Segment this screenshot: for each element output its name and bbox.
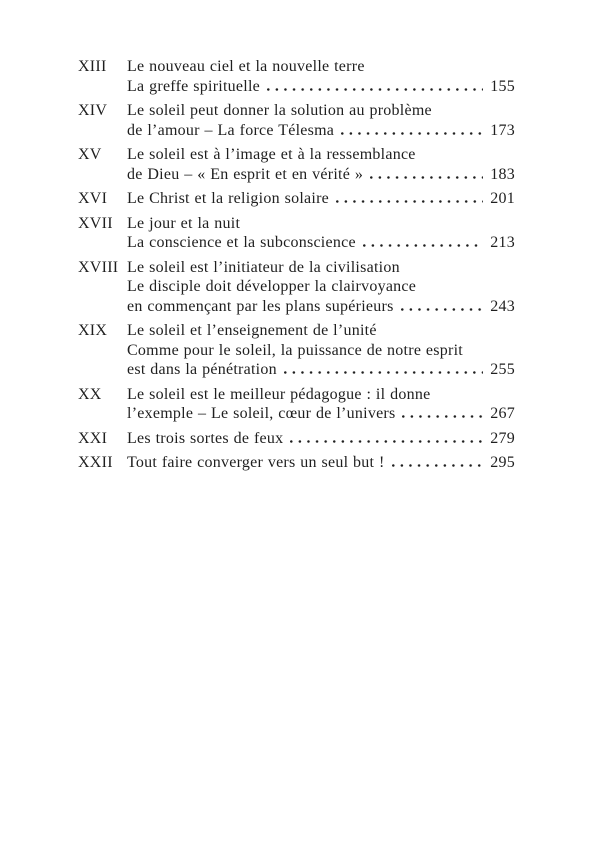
- dot-leader: [267, 88, 483, 91]
- toc-entry: [78, 453, 515, 473]
- entry-line: [127, 77, 515, 97]
- toc-entry: [78, 101, 515, 140]
- toc-entry: [78, 429, 515, 449]
- entry-line: Le soleil est l’initiateur de la civilisation: [127, 258, 400, 276]
- chapter-numeral: XIX: [78, 322, 108, 339]
- toc-entry: [78, 145, 515, 184]
- entry-line: Le soleil est le meilleur pédagogue : il donne: [127, 385, 431, 403]
- entry-line-text: La conscience et la subconscience: [127, 234, 356, 251]
- chapter-numeral: XVII: [78, 214, 113, 232]
- page-number: 279: [490, 429, 515, 447]
- entry-line: [127, 165, 515, 185]
- toc-entry: [78, 321, 515, 380]
- entry-line-text: est dans la pénétration: [127, 361, 277, 378]
- page-number: 255: [490, 361, 515, 378]
- toc-entry: [78, 57, 515, 96]
- entry-line-text: Les trois sortes de feux: [127, 429, 284, 447]
- entry-line: [127, 453, 515, 473]
- entry-content: [127, 258, 515, 317]
- chapter-numeral: XXI: [78, 429, 108, 447]
- entry-content: [127, 57, 515, 96]
- chapter-numeral: XIV: [78, 102, 108, 119]
- toc-entry: [78, 385, 515, 424]
- chapter-numeral: XVIII: [78, 258, 119, 276]
- entry-content: [127, 145, 515, 184]
- entry-content: [127, 214, 515, 253]
- entry-line: [127, 233, 515, 253]
- dot-leader: [284, 371, 483, 374]
- dot-leader: [336, 200, 483, 203]
- entry-line: Le nouveau ciel et la nouvelle terre: [127, 58, 365, 75]
- entry-line: [127, 429, 515, 449]
- dot-leader: [370, 176, 483, 179]
- page-number: 213: [490, 234, 515, 251]
- entry-content: [127, 101, 515, 140]
- toc-entry: [78, 258, 515, 317]
- dot-leader: [402, 415, 483, 418]
- toc-entry: [78, 214, 515, 253]
- page-number: 183: [490, 165, 515, 183]
- entry-content: [127, 453, 515, 473]
- entry-line-text: de Dieu – « En esprit et en vérité »: [127, 165, 364, 183]
- entry-line: Le jour et la nuit: [127, 214, 241, 232]
- chapter-numeral: XIII: [78, 58, 107, 75]
- entry-line: Le soleil est à l’image et à la ressemblance: [127, 146, 416, 163]
- entry-line: [127, 360, 515, 380]
- chapter-numeral: XV: [78, 146, 102, 163]
- entry-line-text: Le Christ et la religion solaire: [127, 190, 329, 207]
- entry-content: [127, 321, 515, 380]
- dot-leader: [341, 132, 483, 135]
- entry-line: Le soleil peut donner la solution au problème: [127, 102, 432, 119]
- page-number: 201: [490, 190, 515, 207]
- page-number: 173: [490, 121, 515, 139]
- entry-line-text: Tout faire converger vers un seul but !: [127, 454, 385, 471]
- chapter-numeral: XVI: [78, 190, 108, 207]
- entry-line: Le disciple doit développer la clairvoyance: [127, 278, 417, 295]
- entry-line: [127, 189, 515, 209]
- chapter-numeral: XX: [78, 385, 102, 403]
- entry-line: [127, 297, 515, 317]
- entry-content: [127, 189, 515, 209]
- page-number: 243: [490, 297, 515, 315]
- entry-content: [127, 429, 515, 449]
- toc-list: [78, 57, 515, 478]
- page-number: 295: [490, 454, 515, 471]
- dot-leader: [401, 308, 484, 311]
- dot-leader: [363, 244, 483, 247]
- dot-leader: [290, 440, 483, 443]
- page-number: 155: [490, 77, 515, 95]
- entry-line-text: en commençant par les plans supérieurs: [127, 297, 394, 315]
- chapter-numeral: XXII: [78, 454, 113, 471]
- entry-line-text: La greffe spirituelle: [127, 77, 261, 95]
- entry-line: Comme pour le soleil, la puissance de notre esprit: [127, 341, 463, 359]
- page-number: 267: [490, 405, 515, 422]
- entry-content: [127, 385, 515, 424]
- entry-line-text: de l’amour – La force Télesma: [127, 121, 335, 139]
- entry-line: [127, 121, 515, 141]
- entry-line: [127, 404, 515, 424]
- toc-entry: [78, 189, 515, 209]
- dot-leader: [392, 464, 484, 467]
- entry-line: Le soleil et l’enseignement de l’unité: [127, 322, 377, 339]
- entry-line-text: l’exemple – Le soleil, cœur de l’univers: [127, 405, 396, 422]
